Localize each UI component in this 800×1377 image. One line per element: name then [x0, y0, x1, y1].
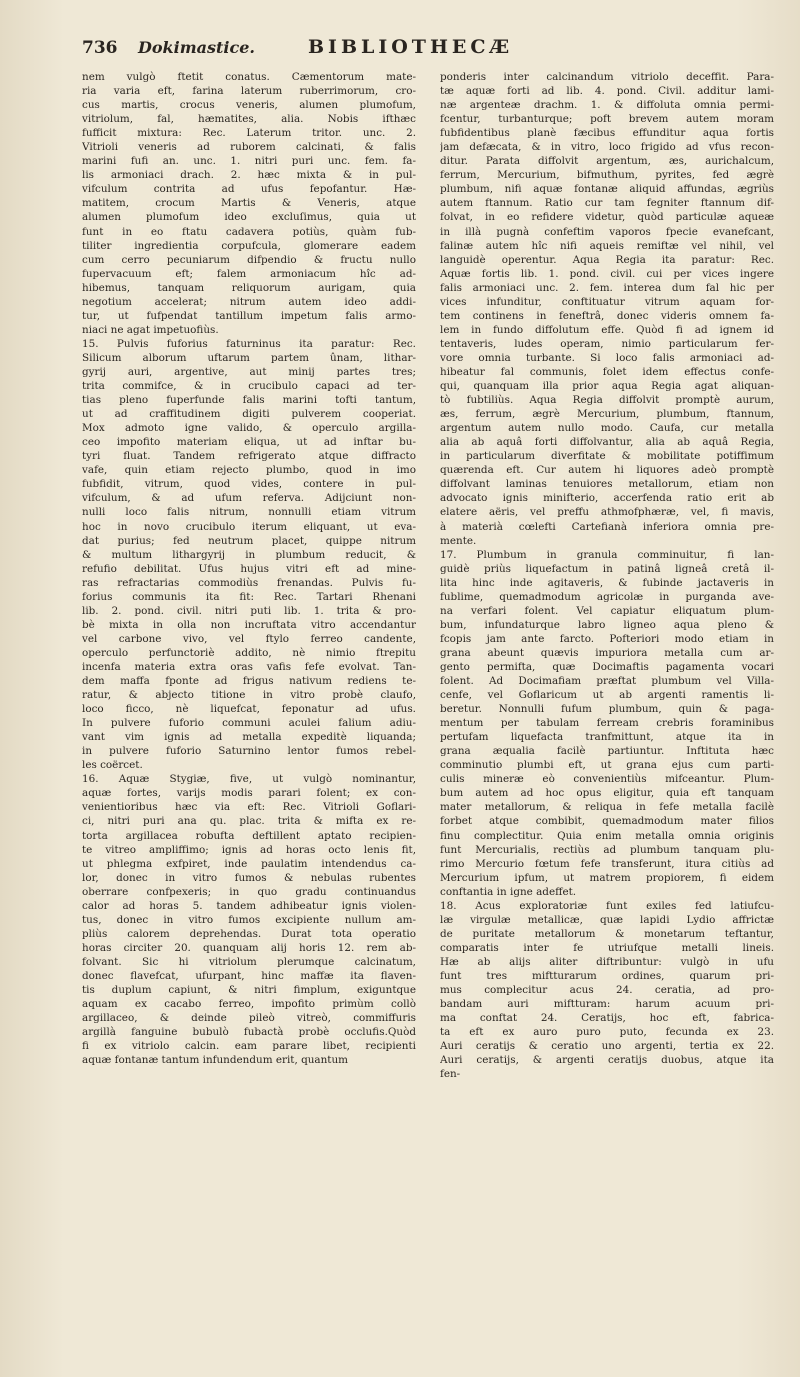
paragraph — [440, 548, 774, 899]
text-line: folvat, in eo refidere videtur, quòd particulæ aqueæ — [440, 211, 774, 224]
text-line: fupervacuum eft; falem armoniacum hîc ad- — [82, 267, 416, 280]
text-line: ci, nitri puri ana qu. plac. trita & mifta ex re- — [82, 815, 416, 828]
text-line: à materià cœlefti Cartefianà inferiora omnia pre- — [440, 520, 774, 533]
text-line: 15. Pulvis fuforius faturninus ita paratur: Rec. — [82, 337, 416, 350]
text-line: pertufam liquefacta tranfmittunt, atque ita in — [440, 731, 774, 744]
text-line: nem vulgò ftetit conatus. Cæmentorum mate- — [82, 71, 416, 83]
text-line: ta eft ex auro puro puto, fecunda ex 23. — [440, 1026, 774, 1039]
text-line: alumen plumofum ideo excluſimus, quia ut — [82, 211, 416, 224]
text-line: næ argenteæ drachm. 1. & diffoluta omnia permi- — [440, 99, 774, 112]
text-line: qui, quanquam illa prior aqua Regia agat aliquan- — [440, 380, 774, 393]
left-column — [82, 70, 416, 1081]
text-line: ponderis inter calcinandum vitriolo deceffit. Para- — [440, 71, 774, 83]
text-line: mentum per tabulam ferream crebris foraminibus — [440, 717, 774, 730]
text-line: plumbum, nifi aquæ fontanæ aliquid affundas, ægriùs — [440, 183, 774, 196]
text-line: languidè operentur. Aqua Regia ita paratur: Rec. — [440, 253, 774, 266]
text-line: læ virgulæ metallicæ, quæ lapidi Lydio affrictæ — [440, 913, 774, 926]
text-line: vices infunditur, conftituatur vitrum aquam for- — [440, 295, 774, 308]
text-line: lor, donec in vitro fumos & nebulas rubentes — [82, 871, 416, 884]
text-line: fcopis jam ante farcto. Pofteriori modo etiam in — [440, 632, 774, 645]
text-line: in pulvere fuforio Saturnino lentor fumos rebel- — [82, 745, 416, 758]
text-line: vafe, quin etiam rejecto plumbo, quod in imo — [82, 464, 416, 477]
text-line: gyrij auri, argentive, aut minij partes tres; — [82, 365, 416, 378]
text-line: forbet atque combibit, quemadmodum mater filios — [440, 815, 774, 828]
text-line: ras refractarias commodiùs frenandas. Pulvis fu- — [82, 576, 416, 589]
text-line: oberrare confpexeris; in quo gradu continuandus — [82, 885, 416, 898]
text-line: Auri ceratijs, & argenti ceratijs duobus, atque ita — [440, 1054, 774, 1067]
text-line: ditur. Parata diffolvit argentum, æs, aurichalcum, — [440, 155, 774, 168]
text-line: conftantia in igne adeffet. — [440, 885, 577, 898]
text-line: tur, ut fufpendat tantillum impetum falis armo- — [82, 309, 416, 322]
text-line: lis armoniaci drach. 2. hæc mixta & in pul- — [82, 169, 416, 182]
text-line: incenfa materia extra oras vafis fefe evolvat. Tan- — [82, 660, 416, 673]
text-line: folent. Ad Docimafiam præftat plumbum vel Villa- — [440, 675, 774, 688]
text-line: hoc in novo crucibulo iterum eliquant, ut eva- — [82, 520, 416, 533]
text-line: 16. Aquæ Stygiæ, five, ut vulgò nominantur, — [82, 773, 416, 786]
text-line: tias pleno fuperfunde falis marini tofti tantum, — [82, 394, 416, 407]
text-line: mente. — [440, 534, 477, 547]
text-line: quærenda eft. Cur autem hi liquores adeò promptè — [440, 464, 774, 477]
text-line: ria varia eft, farina laterum ruberrimorum, cro- — [82, 85, 416, 98]
text-line: Hæ ab alijs aliter diftribuntur: vulgò in ufu — [440, 955, 774, 968]
text-line: in illà pugnà confeftim vaporos fpecie evanefcant, — [440, 225, 774, 238]
text-line: Silicum alborum uftarum partem ûnam, lithar- — [82, 351, 416, 364]
text-line: in particularum diverfitate & mobilitate potiffimum — [440, 450, 774, 463]
text-line: comminutio plumbi eft, ut grana ejus cum parti- — [440, 759, 774, 772]
text-line: diffolvant laminas tenuiores metallorum, etiam non — [440, 478, 774, 491]
text-line: folvant. Sic hi vitriolum plerumque calcinatum, — [82, 955, 416, 968]
text-line: fubfidentibus planè fæcibus effunditur aqua fortis — [440, 127, 774, 140]
text-line: fufficit mixtura: Rec. Laterum tritor. unc. 2. — [82, 127, 416, 140]
text-line: dat purius; fed neutrum placet, quippe nitrum — [82, 534, 416, 547]
text-line: tus, donec in vitro fumos excipiente nullum am- — [82, 913, 416, 926]
text-line: ut phlegma exfpiret, inde paulatim intendendus ca- — [82, 857, 416, 870]
text-line: tem continens in feneftrâ, donec videris omnem fa- — [440, 309, 774, 322]
text-line: funt in eo ftatu cadavera potiùs, quàm fub- — [82, 225, 416, 238]
text-line: funt tres miftturarum ordines, quarum pri- — [440, 970, 774, 982]
text-line: æs, ferrum, ægrè Mercurium, plumbum, ftannum, — [440, 408, 774, 421]
text-line: rimo Mercurio fœtum fefe transferunt, itura citiùs ad — [440, 857, 774, 870]
text-line: hibemus, tanquam reliquorum aurigam, quia — [82, 281, 416, 294]
running-header — [82, 36, 774, 64]
text-line: fen- — [440, 1068, 461, 1081]
text-line: culis mineræ eò convenientiùs mifceantur. Plum- — [440, 773, 774, 786]
text-line: Auri ceratijs & ceratio uno argenti, tertia ex 22. — [440, 1040, 774, 1053]
text-line: Mercurium ipfum, ut matrem propiorem, fi eidem — [440, 871, 774, 884]
text-line: calor ad horas 5. tandem adhibeatur ignis violen- — [82, 899, 416, 912]
text-line: aquæ fortes, varijs modis parari folent; ex con- — [82, 787, 416, 800]
text-line: aquam ex cacabo ferreo, impofito primùm collò — [82, 998, 416, 1011]
text-line: bum, infundaturque labro ligneo aqua pleno & — [440, 618, 774, 631]
text-line: argillà fanguine bubulò fubactà probè occlufis.Quòd — [82, 1026, 416, 1039]
text-line: vifculum contrita ad ufus fepofantur. Hæ- — [82, 183, 416, 196]
text-line: finu complectitur. Quia enim metalla omnia originis — [440, 829, 774, 842]
text-line: de puritate metallorum & monetarum teftantur, — [440, 927, 774, 940]
text-line: ceo impofito materiam eliqua, ut ad inftar bu- — [82, 436, 416, 449]
text-line: dem maffa fponte ad frigus nativum rediens te- — [82, 675, 416, 688]
text-line: vant vim ignis ad metalla expeditè liquanda; — [82, 731, 416, 744]
text-line: comparatis inter fe utriufque metalli lineis. — [440, 941, 774, 954]
text-line: gento permifta, quæ Docimaftis pagamenta vocari — [440, 660, 774, 673]
text-line: Aquæ fortis lib. 1. pond. civil. cui per vices ingere — [440, 267, 774, 280]
text-line: mus complecitur acus 24. ceratia, ad pro- — [440, 984, 774, 997]
text-line: jam defæcata, & in vitro, loco frigido ad vfus recon- — [440, 141, 774, 154]
text-line: operculo perfunctoriè addito, nè nimio ftrepitu — [82, 646, 416, 659]
text-line: lem in fundo diffolutum effe. Quòd fi ad ignem id — [440, 323, 774, 336]
text-line: ferrum, Mercurium, bifmuthum, pyrites, fed ægrè — [440, 169, 774, 182]
text-line: elatere aëris, vel preffu athmofphæræ, vel, fi mavis, — [440, 506, 774, 519]
text-line: bandam auri miftturam: harum acuum pri- — [440, 998, 774, 1011]
text-line: Vitrioli veneris ad ruborem calcinati, & falis — [82, 141, 416, 154]
text-line: tò fubtiliùs. Aqua Regia diffolvit promptè aurum, — [440, 394, 774, 407]
text-line: cenfe, vel Goflaricum ut ab argenti ramentis li- — [440, 689, 774, 702]
text-line: Mox admoto igne valido, & operculo argilla- — [82, 422, 416, 435]
text-line: venientioribus hæc via eft: Rec. Vitrioli Goflari- — [82, 801, 416, 814]
text-line: mater metallorum, & reliqua in fefe metalla facilè — [440, 801, 774, 814]
text-line: tiliter ingredientia corpufcula, glomerare eadem — [82, 239, 416, 252]
text-line: falis armoniaci unc. 2. fem. interea dum fal hic per — [440, 281, 774, 294]
text-line: pliùs calorem deprehendas. Durat tota operatio — [82, 927, 416, 940]
text-line: falinæ autem hîc nifi aqueis remiftæ vel nihil, vel — [440, 239, 774, 252]
text-line: na verfari folent. Vel capiatur eliquatum plum- — [440, 604, 774, 617]
text-line: argentum autem nullo modo. Caufa, cur metalla — [440, 422, 774, 435]
text-line: loco ficco, nè liquefcat, feponatur ad ufus. — [82, 703, 416, 716]
text-line: ma conftat 24. Ceratijs, hoc eft, fabrica- — [440, 1012, 774, 1025]
text-line: tentaveris, ludes operam, nimio particularum fer- — [440, 337, 774, 350]
paragraph — [82, 337, 416, 772]
text-line: cus martis, crocus veneris, alumen plumofum, — [82, 99, 416, 112]
paragraph — [82, 70, 416, 337]
text-line: aquæ fontanæ tantum infundendum erit, quantum — [82, 1054, 349, 1067]
text-line: lita hinc inde agitaveris, & fubinde jactaveris in — [440, 576, 774, 589]
text-line: fublime, quemadmodum agricolæ in purganda ave- — [440, 590, 774, 603]
text-line: donec flavefcat, ufurpant, hinc maffæ ita flaven- — [82, 970, 416, 982]
text-line: In pulvere fuforio communi aculei falium adiu- — [82, 717, 416, 730]
text-columns — [82, 70, 774, 1081]
text-line: negotium accelerat; nitrum autem ideo addi- — [82, 295, 416, 308]
text-line: vitriolum, fal, hæmatites, alia. Nobis ifthæc — [82, 113, 416, 126]
text-line: cum cerro pecuniarum difpendio & fructu nullo — [82, 253, 416, 266]
text-line: guidè priùs liquefactum in patinâ ligneâ cretâ il- — [440, 562, 774, 575]
text-line: horas circiter 20. quanquam alij horis 12. rem ab- — [82, 941, 416, 954]
text-line: beretur. Nonnulli fufum plumbum, quin & paga- — [440, 703, 774, 716]
text-line: tæ aquæ forti ad lib. 4. pond. Civil. additur lami- — [440, 85, 774, 98]
text-line: fcentur, turbanturque; poft brevem autem moram — [440, 113, 774, 126]
paragraph — [440, 70, 774, 548]
paragraph — [82, 772, 416, 1067]
text-line: lib. 2. pond. civil. nitri puti lib. 1. trita & pro- — [82, 604, 416, 617]
text-line: les coërcet. — [82, 759, 143, 772]
text-line: bum autem ad hoc opus eligitur, quia eft tanquam — [440, 787, 774, 800]
text-line: grana abeunt quævis impuriora metalla cum ar- — [440, 646, 774, 659]
text-line: 17. Plumbum in granula comminuitur, fi lan- — [440, 548, 774, 561]
text-line: niaci ne agat impetuofiùs. — [82, 323, 219, 336]
text-line: argillaceo, & deinde pileò vitreò, commiffuris — [82, 1012, 416, 1025]
text-line: vel carbone vivo, vel ftylo ferreo candente, — [82, 632, 416, 645]
text-line: refufio debilitat. Ufus hujus vitri eft ad mine- — [82, 562, 416, 575]
text-line: fubfidit, vitrum, quod vides, contere in pul- — [82, 478, 416, 491]
section-title: Dokimastice. — [138, 38, 255, 57]
text-line: torta argillacea robufta deftillent aptato recipien- — [82, 829, 416, 842]
text-line: forius communis ita fit: Rec. Tartari Rhenani — [82, 590, 416, 603]
text-line: advocato ignis minifterio, accerfenda ratio erit ab — [440, 492, 774, 505]
text-line: & multum lithargyrij in plumbum reducit, & — [82, 548, 416, 561]
text-line: ratur, & abjecto titione in vitro probè claufo, — [82, 689, 416, 702]
text-line: autem ftannum. Ratio cur tam fegniter ftannum dif- — [440, 197, 774, 210]
right-column — [440, 70, 774, 1081]
text-line: trita commifce, & in crucibulo capaci ad ter- — [82, 380, 416, 393]
text-line: vifculum, & ad ufum referva. Adijciunt non- — [82, 492, 416, 505]
text-line: grana æqualia facilè partiuntur. Inftituta hæc — [440, 745, 774, 758]
text-line: hibeatur fal communis, folet idem effectus confe- — [440, 365, 774, 378]
text-line: ut ad craffitudinem digiti pulverem cooperiat. — [82, 408, 416, 421]
text-line: matitem, crocum Martis & Veneris, atque — [82, 197, 416, 210]
text-line: tyri fluat. Tandem refrigerato atque diffracto — [82, 450, 416, 463]
text-line: funt Mercurialis, rectiùs ad plumbum tanquam plu- — [440, 843, 774, 856]
page-number: 736 — [82, 38, 118, 58]
text-line: alia ab aquâ forti diffolvantur, alia ab aquâ Regia, — [440, 436, 774, 449]
text-line: fi ex vitriolo calcin. eam parare libet, recipienti — [82, 1040, 416, 1053]
text-line: nulli loco falis nitrum, nonnulli etiam vitrum — [82, 506, 416, 519]
text-line: marini fufi an. unc. 1. nitri puri unc. fem. fa- — [82, 155, 416, 168]
text-line: 18. Acus exploratoriæ funt exiles fed latiufcu- — [440, 899, 774, 912]
paragraph — [440, 899, 774, 1082]
book-title: BIBLIOTHECÆ — [308, 36, 514, 58]
text-line: te vitreo ampliffimo; ignis ad horas octo lenis fit, — [82, 843, 416, 856]
text-line: vore omnia turbante. Si loco falis armoniaci ad- — [440, 351, 774, 364]
text-line: bè mixta in olla non incruftata vitro accendantur — [82, 618, 416, 631]
text-line: tis duplum capiunt, & nitri fimplum, exiguntque — [82, 984, 416, 997]
